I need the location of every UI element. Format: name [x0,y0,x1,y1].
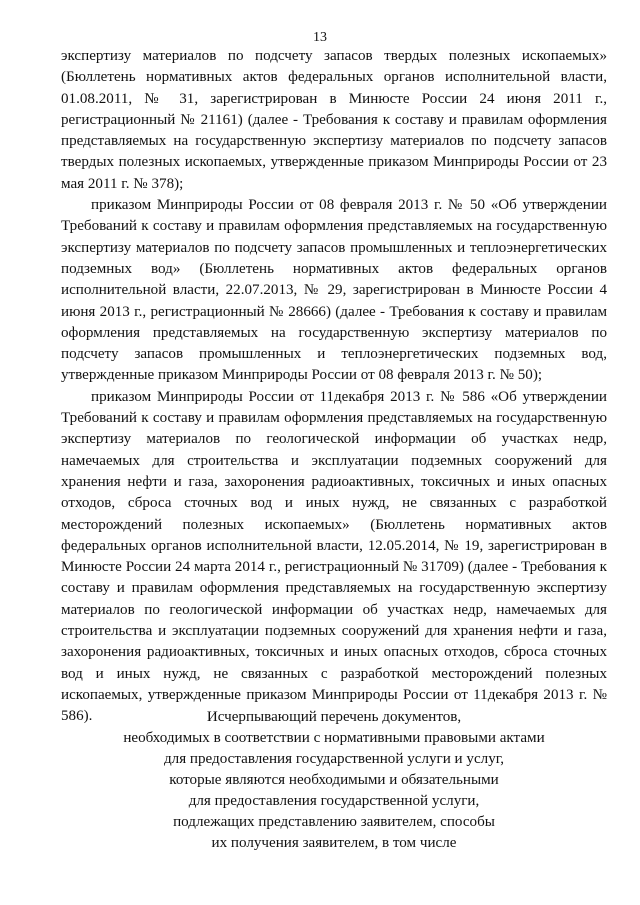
section-heading-line: Исчерпывающий перечень документов, [206,709,462,725]
section-heading-line: которые являются необходимыми и обязательными [169,772,499,788]
page-number: 13 [313,30,327,45]
section-heading-line: необходимых в соответствии с нормативными правовыми актами [123,730,545,746]
paragraph-order-378-continuation: экспертизу материалов по подсчету запасов твердых полезных ископаемых» (Бюллетень нормативных актов федеральных органов исполнительной власти, 01.08.2011, № 31, зарегистрирован в Минюсте России 24 июня 2011 г., регистрационный № 21161) (далее - Требования к составу и правилам оформления представляемых на государственную экспертизу материалов по подсчету запасов твердых полезных ископаемых, утвержденные приказом Минприроды России от 23 мая 2011 г. № 378); [61,48,607,192]
body-text [61,46,607,728]
paragraph-order-586: приказом Минприроды России от 11декабря 2013 г. № 586 «Об утверждении Требований к составу и правилам оформления представляемых на государственную экспертизу материалов по геологической информации об участках недр, намечаемых для строительства и эксплуатации подземных сооружений для хранения нефти и газа, захоронения радиоактивных, токсичных и иных опасных отходов, сброса сточных вод и иных нужд, не связанных с разработкой месторождений полезных ископаемых» (Бюллетень нормативных актов федеральных органов исполнительной власти, 12.05.2014, № 19, зарегистрирован в Минюсте России 24 марта 2014 г., регистрационный № 31709) (далее - Требования к составу и правилам оформления представляемых на государственную экспертизу материалов по геологической информации об участках недр, намечаемых для строительства и эксплуатации подземных сооружений для хранения нефти и газа, захоронения радиоактивных, токсичных и иных опасных отходов, сброса сточных вод и иных нужд, не связанных с разработкой месторождений полезных ископаемых, утвержденные приказом Минприроды России от 11декабря 2013 г. № 586). [61,388,607,725]
section-heading-line: их получения заявителем, в том числе [211,835,457,851]
paragraph-order-50: приказом Минприроды России от 08 февраля 2013 г. № 50 «Об утверждении Требований к составу и правилам оформления представляемых на государственную экспертизу материалов по подсчету запасов промышленных и теплоэнергетических подземных вод» (Бюллетень нормативных актов федеральных органов исполнительной власти, 22.07.2013, № 29, зарегистрирован в Минюсте России 4 июня 2013 г., регистрационный № 28666) (далее - Требования к составу и правилам оформления представляемых на государственную экспертизу материалов по подсчету запасов промышленных и теплоэнергетических подземных вод, утвержденные приказом Минприроды России от 08 февраля 2013 г. № 50); [61,197,607,384]
section-heading-line: для предоставления государственной услуги, [188,793,480,809]
section-heading [61,707,607,854]
section-heading-line: подлежащих представлению заявителем, способы [173,814,495,830]
section-heading-line: для предоставления государственной услуги и услуг, [163,751,504,767]
